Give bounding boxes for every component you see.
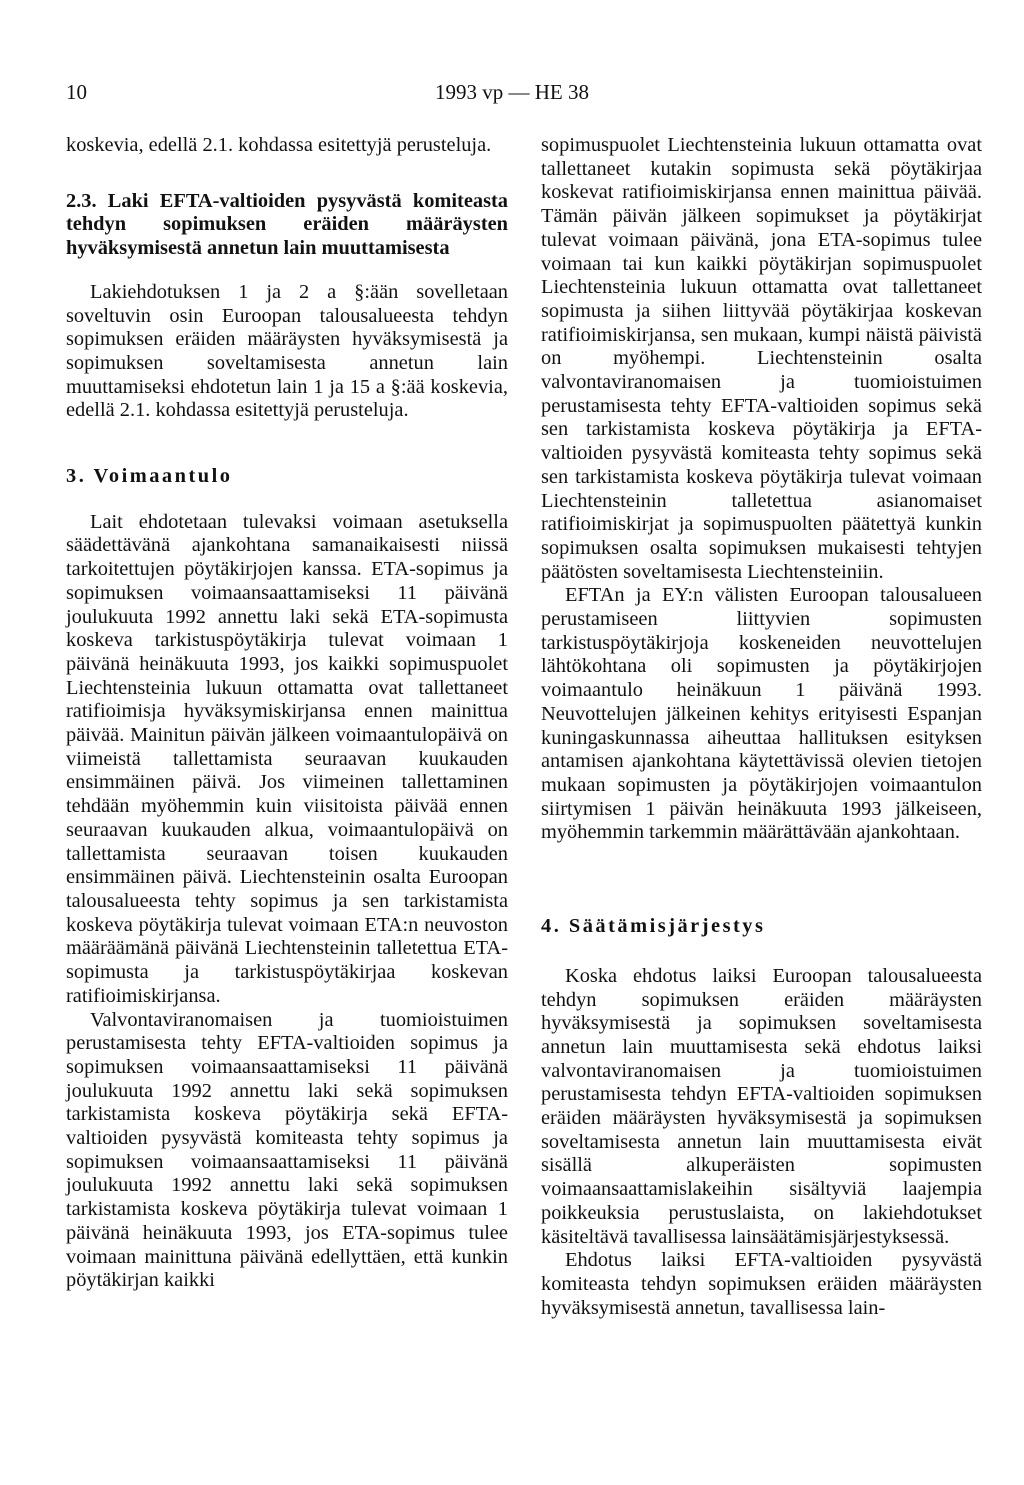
paragraph: Koska ehdotus laiksi Euroopan talousalueesta tehdyn sopimuksen eräiden määräysten hyväksymisestä ja sopimuksen soveltamisesta annetun lain muuttamisesta sekä ehdotus laiksi valvontaviranomaisen ja tuomioistuimen perustamisesta tehdyn EFTA-valtioiden sopimuksen eräiden määräysten hyväksymisestä ja sopimuksen soveltamisesta annetun lain muuttamisesta eivät sisällä alkuperäisten sopimusten voimaansaattamislakeihin sisältyviä laajempia poikkeuksia perustuslaista, on lakiehdotukset käsiteltävä tavallisessa lainsäätämisjärjestyksessä. (541, 964, 982, 1248)
paragraph: EFTAn ja EY:n välisten Euroopan talousalueen perustamiseen liittyvien sopimusten tarkistuspöytäkirjoja koskeneiden neuvottelujen lähtökohtana oli sopimusten ja pöytäkirjojen voimaantulo heinäkuun 1 päivänä 1993. Neuvottelujen jälkeinen kehitys erityisesti Espanjan kuningaskunnassa aiheuttaa hallituksen esityksen antamisen ajankohtana käytettävissä olevien tietojen mukaan sopimusten ja pöytäkirjojen voimaantulon siirtymisen 1 päivän heinäkuuta 1993 jälkeiseen, myöhemmin tarkemmin määrättävään ajankohtaan. (541, 584, 982, 844)
paragraph: Valvontaviranomaisen ja tuomioistuimen perustamisesta tehty EFTA-valtioiden sopimus ja sopimuksen voimaansaattamiseksi 11 päivänä joulukuuta 1992 annettu laki sekä sopimuksen tarkistamista koskeva pöytäkirja sekä EFTA-valtioiden pysyvästä komiteasta tehty sopimus ja sopimuksen voimaansaattamiseksi 11 päivänä joulukuuta 1992 annettu laki sekä sopimuksen tarkistamista koskeva pöytäkirja tulevat voimaan 1 päivänä heinäkuuta 1993, jos ETA-sopimus tulee voimaan mainittuna päivänä edellyttäen, että kunkin pöytäkirjan kaikki (66, 1008, 508, 1292)
paragraph: Lakiehdotuksen 1 ja 2 a §:ään sovelletaan soveltuvin osin Euroopan talousalueesta tehdyn sopimuksen eräiden määräysten hyväksymisestä ja sopimuksen soveltamisesta annetun lain muuttamiseksi ehdotetun lain 1 ja 15 a §:ää koskevia, edellä 2.1. kohdassa esitettyjä perusteluja. (66, 280, 508, 422)
section-heading: 4. Säätämisjärjestys (541, 915, 766, 938)
page-header (0, 80, 1024, 110)
subsection-title: Laki EFTA-valtioiden pysyvästä komiteasta tehdyn sopimuksen eräiden määräysten hyväksymisestä annetun lain muuttamisesta (66, 189, 508, 260)
subsection-heading (66, 190, 508, 261)
paragraph: sopimuspuolet Liechtensteinia lukuun ottamatta ovat tallettaneet kutakin sopimusta sekä pöytäkirjaa koskevat ratifioimiskirjansa ennen mainittua päivää. Tämän päivän jälkeen sopimukset ja pöytäkirjat tulevat voimaan päivänä, jona ETA-sopimus tulee voimaan tai kun kaikki pöytäkirjan sopimuspuolet Liechtensteinia lukuun ottamatta ovat tallettaneet sopimusta ja siihen liittyvää pöytäkirjaa koskevan ratifioimiskirjansa, sen mukaan, kumpi näistä päivistä on myöhempi. Liechtensteinin osalta valvontaviranomaisen ja tuomioistuimen perustamisesta tehty EFTA-valtioiden sopimus sekä sen tarkistamista koskeva pöytäkirja ja EFTA-valtioiden pysyvästä komiteasta tehty sopimus sekä sen tarkistamista koskeva pöytäkirja tulevat voimaan Liechtensteinin talletettua asianomaiset ratifioimiskirjat ja sopimuspuolten päätettyä kunkin sopimuksen osalta sopimuksen mukaisesti tehtyjen päätösten soveltamisesta Liechtensteiniin. (541, 134, 982, 583)
paragraph: Lait ehdotetaan tulevaksi voimaan asetuksella säädettävänä ajankohtana samanaikaisesti niissä tarkoitettujen pöytäkirjojen kanssa. ETA-sopimus ja sopimuksen voimaansaattamiseksi 11 päivänä joulukuuta 1992 annettu laki sekä ETA-sopimusta koskeva tarkistuspöytäkirja tulevat voimaan 1 päivänä heinäkuuta 1993, jos kaikki sopimuspuolet Liechtensteinia lukuun ottamatta ovat tallettaneet ratifioimisja hyväksymiskirjansa ennen mainittua päivää. Mainitun päivän jälkeen voimaantulopäivä on viimeistä tallettamista seuraavan kuukauden ensimmäinen päivä. Jos viimeinen tallettaminen tehdään myöhemmin kuin viisitoista päivää ennen seuraavan kuukauden alkua, voimaantulopäivä on tallettamista seuraavan toisen kuukauden ensimmäinen päivä. Liechtensteinin osalta Euroopan talousalueesta tehty sopimus ja sen tarkistamista koskeva pöytäkirja tulevat voimaan ETA:n neuvoston määräämänä päivänä Liechtensteinin talletettua ETA-sopimusta ja tarkistuspöytäkirjaa koskevan ratifioimiskirjansa. (66, 510, 508, 1007)
right-column (541, 134, 982, 1320)
paragraph: Ehdotus laiksi EFTA-valtioiden pysyvästä komiteasta tehdyn sopimuksen eräiden määräysten hyväksymisestä annetun, tavallisessa lain- (541, 1249, 982, 1319)
page-number: 10 (66, 80, 87, 104)
paragraph: koskevia, edellä 2.1. kohdassa esitettyjä perusteluja. (66, 134, 492, 156)
subsection-number: 2.3. (66, 189, 97, 212)
section-heading: 3. Voimaantulo (66, 465, 233, 488)
running-head: 1993 vp — HE 38 (435, 80, 589, 104)
left-column (66, 134, 508, 1293)
